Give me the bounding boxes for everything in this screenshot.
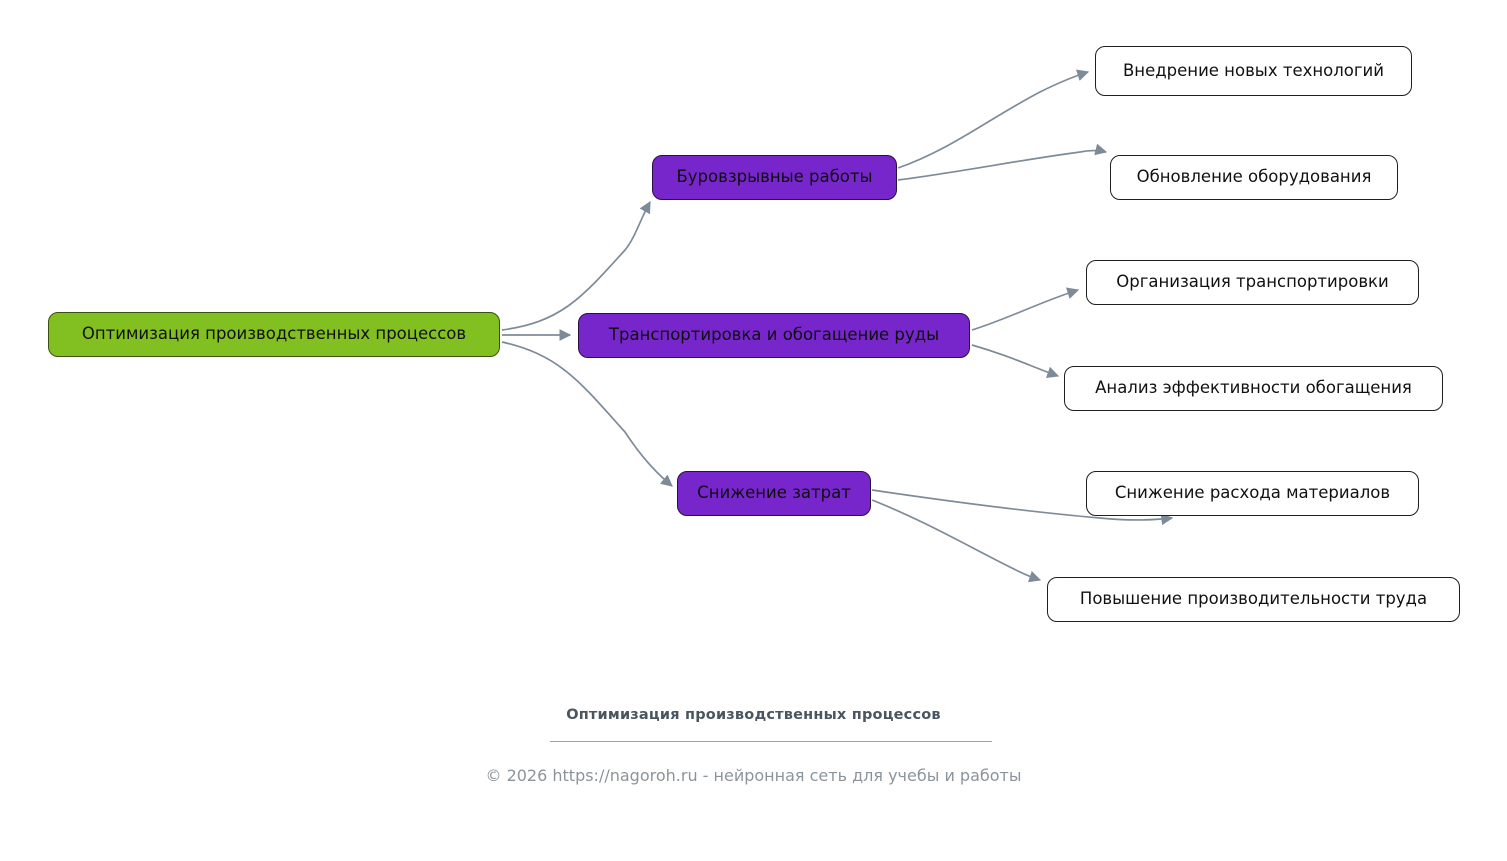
node-label: Организация транспортировки: [1116, 272, 1389, 292]
node-label: Обновление оборудования: [1136, 167, 1372, 187]
mindmap-leaf-node-labor-productivity[interactable]: [1047, 577, 1460, 622]
mindmap-leaf-node-enrichment-analysis[interactable]: [1064, 366, 1443, 411]
footer-divider: [550, 741, 992, 742]
node-label: Снижение расхода материалов: [1114, 483, 1391, 503]
node-label: Внедрение новых технологий: [1122, 60, 1384, 80]
node-label: Буровзрывные работы: [676, 167, 873, 187]
edge-drilling-to-tech: [898, 72, 1088, 168]
node-label: Анализ эффективности обогащения: [1095, 378, 1412, 398]
mindmap-leaf-node-equipment-update[interactable]: [1110, 155, 1398, 200]
footer-copyright: © 2026 https://nagoroh.ru - нейронная сеть для учебы и работы: [485, 766, 1022, 785]
node-label: Транспортировка и обогащение руды: [608, 325, 940, 345]
edge-transport-to-org: [972, 290, 1078, 330]
edge-transport-to-analysis: [972, 345, 1058, 376]
footer-title: Оптимизация производственных процессов: [566, 707, 941, 723]
mindmap-leaf-node-transport-organization[interactable]: [1086, 260, 1419, 305]
mindmap-branch-node-drilling[interactable]: [652, 155, 897, 200]
node-label: Повышение производительности труда: [1079, 589, 1428, 609]
mindmap-branch-node-transport[interactable]: [578, 313, 970, 358]
mindmap-leaf-node-material-reduction[interactable]: [1086, 471, 1419, 516]
node-label: Снижение затрат: [697, 483, 851, 503]
edge-root-to-drilling: [502, 202, 650, 330]
edge-root-to-costs: [502, 342, 672, 486]
mindmap-root-node[interactable]: [48, 312, 500, 357]
edge-costs-to-productivity: [872, 500, 1040, 580]
edge-drilling-to-equipment: [898, 151, 1106, 181]
node-label: Оптимизация производственных процессов: [81, 324, 467, 344]
mindmap-branch-node-cost-reduction[interactable]: [677, 471, 871, 516]
mindmap-leaf-node-new-technologies[interactable]: [1095, 46, 1412, 96]
